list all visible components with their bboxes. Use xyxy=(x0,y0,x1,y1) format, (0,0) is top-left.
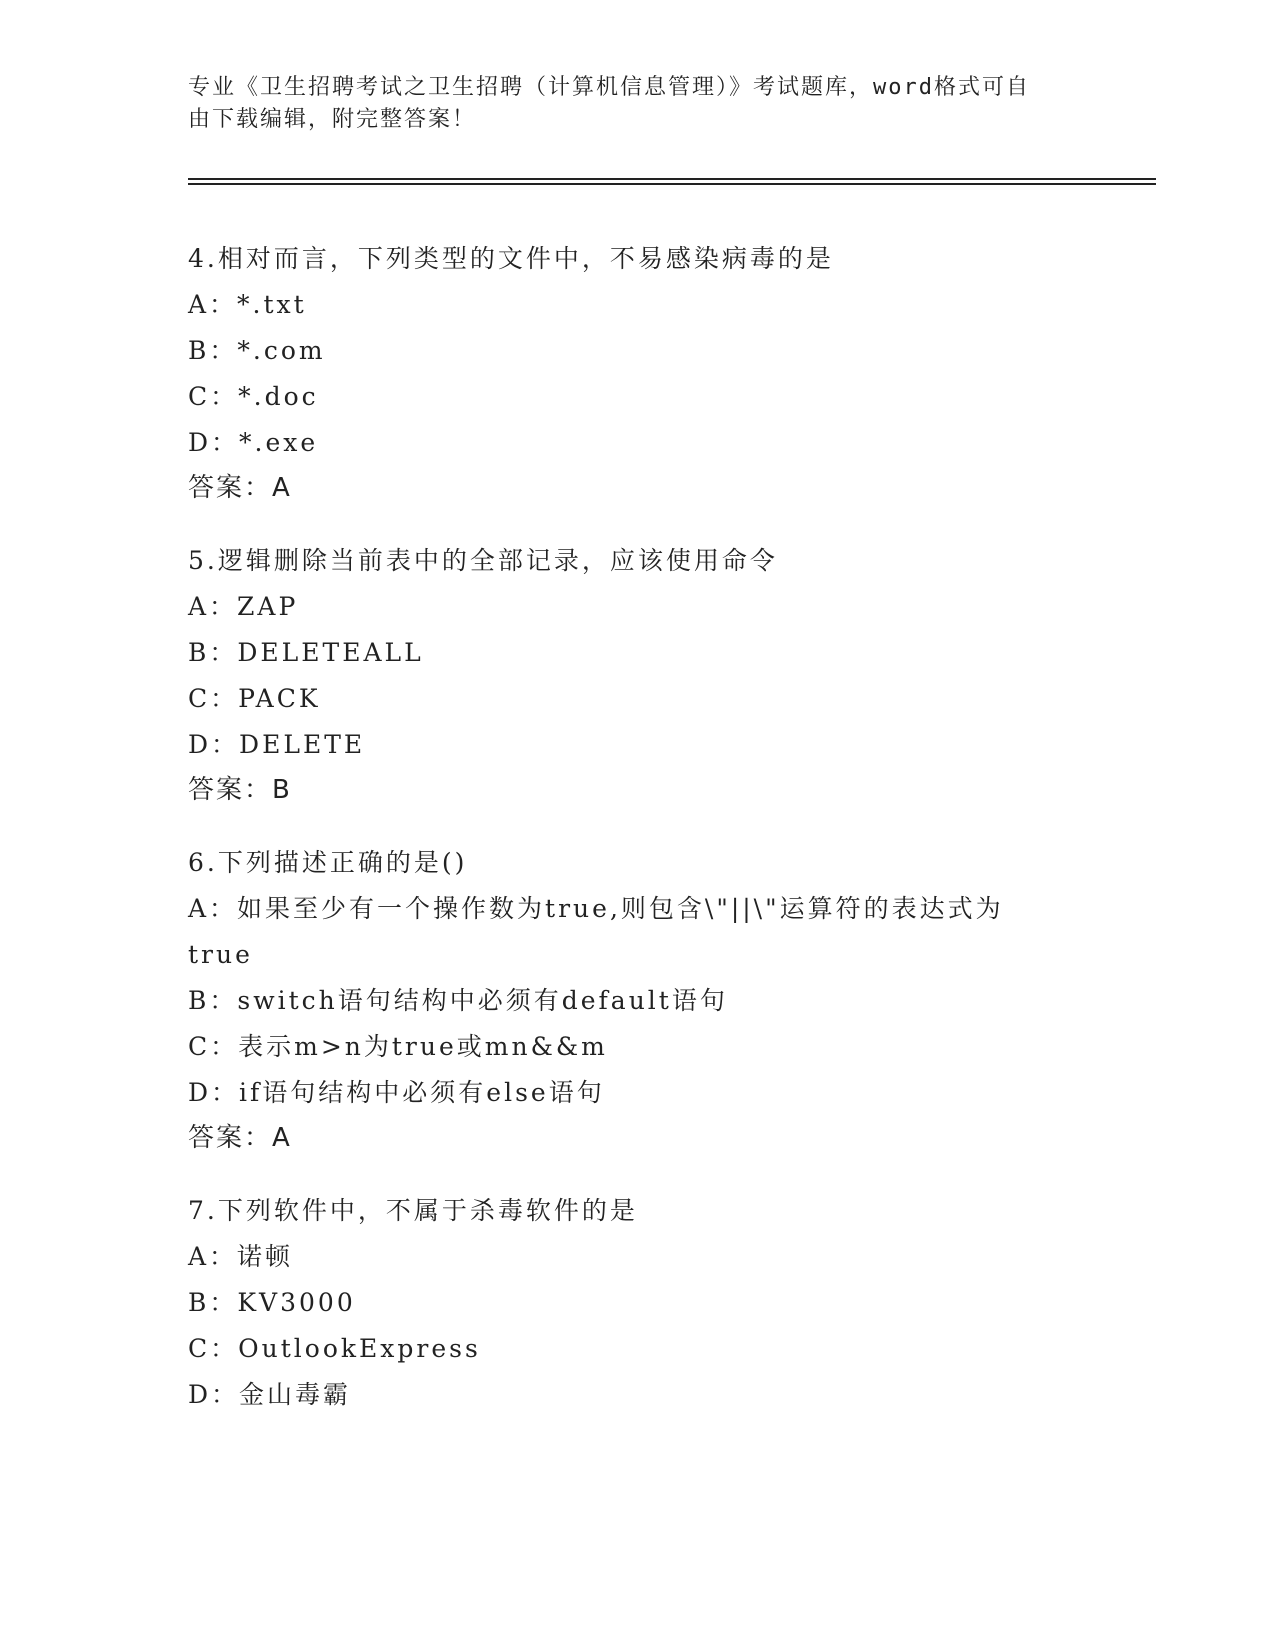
option-c: C：表示m>n为true或mn&&m xyxy=(188,1032,608,1061)
question-6 xyxy=(188,840,1088,1160)
option-c: C：PACK xyxy=(188,684,321,713)
option-a: A：如果至少有一个操作数为true,则包含\"||\"运算符的表达式为 xyxy=(188,894,1004,923)
option-a: A：*.txt xyxy=(188,290,307,319)
question-stem: 5.逻辑删除当前表中的全部记录，应该使用命令 xyxy=(188,546,778,575)
answer-line: 答案：A xyxy=(188,1123,292,1153)
header-divider-bottom xyxy=(188,183,1156,185)
question-stem: 4.相对而言，下列类型的文件中，不易感染病毒的是 xyxy=(188,244,834,273)
question-7 xyxy=(188,1188,1088,1418)
option-d: D：if语句结构中必须有else语句 xyxy=(188,1078,605,1107)
option-c: C：OutlookExpress xyxy=(188,1334,481,1363)
option-d: D：金山毒霸 xyxy=(188,1380,352,1409)
option-a: A：ZAP xyxy=(188,592,299,621)
option-b: B：switch语句结构中必须有default语句 xyxy=(188,986,728,1015)
header-line-2: 由下载编辑，附完整答案！ xyxy=(188,107,477,132)
option-a: A：诺顿 xyxy=(188,1242,294,1271)
answer-line: 答案：A xyxy=(188,473,292,503)
option-b: B：DELETEALL xyxy=(188,638,424,667)
answer-line: 答案：B xyxy=(188,775,292,805)
option-a-continued: true xyxy=(188,940,253,969)
question-list xyxy=(188,236,1088,1446)
header-divider-top xyxy=(188,178,1156,180)
option-b: B：*.com xyxy=(188,336,326,365)
question-5 xyxy=(188,538,1088,812)
question-stem: 7.下列软件中，不属于杀毒软件的是 xyxy=(188,1196,638,1225)
option-d: D：DELETE xyxy=(188,730,366,759)
option-c: C：*.doc xyxy=(188,382,319,411)
question-4 xyxy=(188,236,1088,510)
document-header xyxy=(188,72,1088,136)
option-d: D：*.exe xyxy=(188,428,319,457)
question-stem: 6.下列描述正确的是() xyxy=(188,848,468,877)
header-line-1: 专业《卫生招聘考试之卫生招聘（计算机信息管理）》考试题库，word格式可自 xyxy=(188,75,1030,100)
option-b: B：KV3000 xyxy=(188,1288,356,1317)
